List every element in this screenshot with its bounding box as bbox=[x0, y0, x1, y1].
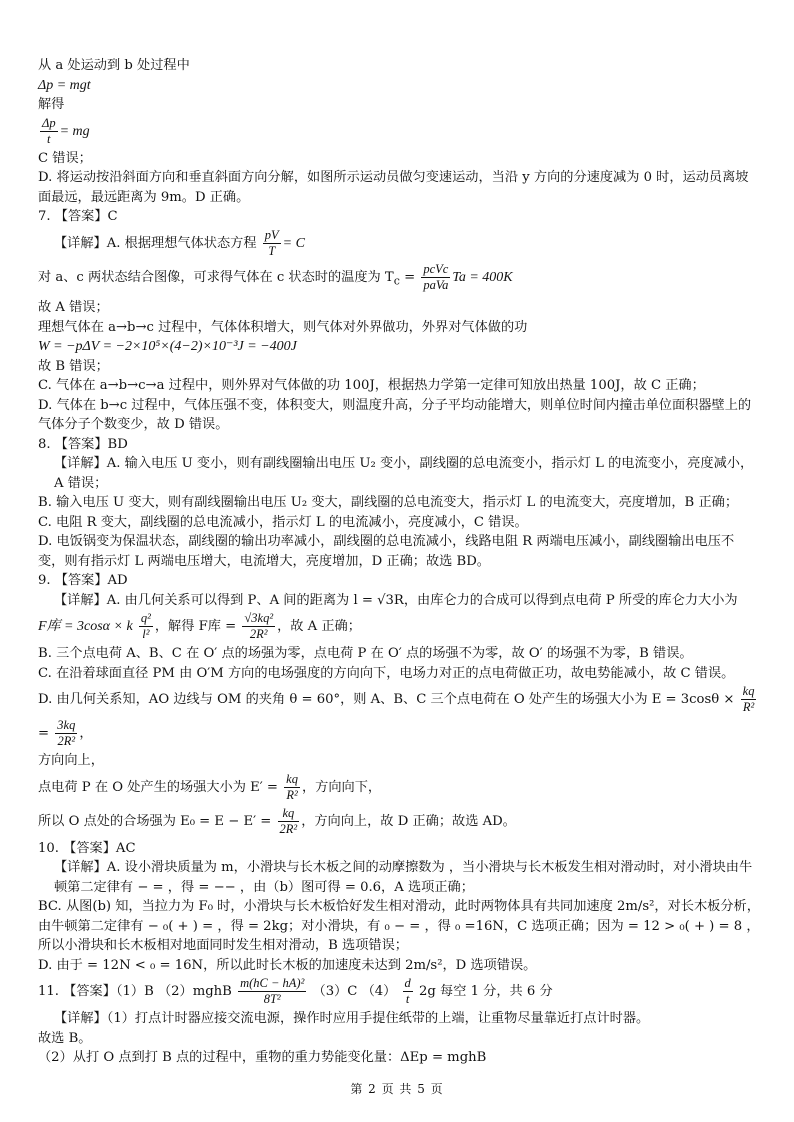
text-line: 点电荷 P 在 O 处产生的场强大小为 E′ = $\frac{kq}{\text{R²}}$ ，方向向下， bbox=[38, 771, 382, 802]
fraction: $\frac{\text{q²}}{\text{l²}}$ bbox=[140, 611, 151, 642]
fraction: $\frac{kq}{\text{R²}}$ bbox=[286, 771, 298, 802]
text-line: 【详解】A. 输入电压 U 变小，则有副线圈输出电压 U₂ 变小，副线圈的总电流变小，指示灯 L 的电流变小，亮度减小，A 错误； bbox=[54, 456, 754, 491]
formula-line: W = −pΔV = −2×10⁵×(4−2)×10⁻³J = −400J bbox=[38, 339, 297, 355]
text-line: C 错误； bbox=[38, 150, 92, 166]
fraction: $\frac{\text{√3kq²}}{\text{2R²}}$ bbox=[244, 611, 274, 642]
fraction: $\frac{d}{t}$ bbox=[404, 976, 411, 1007]
text-line: 对 a、c 两状态结合图像，可求得气体在 c 状态时的温度为 $T_c$ = $\frac{\text{pcVc}}{\text{paVa}}$ Ta = 400K bbox=[38, 261, 513, 292]
text-line: D. 由几何关系知，AO 边线与 OM 的夹角 θ = 60°，则 A、B、C 三个点电荷在 O 处产生的场强大小为 E = 3cosθ × $\frac{kq}{\text{R²}}$ = $\frac{3kq}{\text{2R²}}$ ， bbox=[38, 684, 755, 749]
fraction: $\frac{3kq}{\text{2R²}}$ bbox=[57, 718, 76, 749]
answer-heading: 9. 【答案】AD bbox=[38, 573, 128, 589]
fraction: $\frac{kq}{\text{R²}}$ bbox=[742, 684, 755, 715]
text-line: 方向向上， bbox=[38, 753, 104, 769]
text-line: 【详解】A. 设小滑块质量为 m，小滑块与长木板之间的动摩擦数为 ，当小滑块与长木板发生相对滑动时，对小滑块由牛顿第二定律有 − = ，得 = −− ，由（b）图可得 = 0.6，A 选项正确； bbox=[54, 860, 753, 895]
fraction: $\frac{\text{pcVc}}{\text{paVa}}$ bbox=[423, 261, 449, 292]
text-line: BC. 从图(b) 知，当拉力为 F₀ 时，小滑块与长木板恰好发生相对滑动，此时两物体具有共同加速度 2m/s²，对长木板分析，由牛顿第二定律有 − ₀( + ) = ，得 = 2kg；对小滑块，有 ₀ − = ，得 ₀ =16N，C 选项正确；因为 = 12 > ₀( + ) = 8 ，所以小滑块和长木板相对地面同时发生相对滑动，B 选项错误； bbox=[38, 899, 760, 954]
text-line: D. 将运动按沿斜面方向和垂直斜面方向分解，如图所示运动员做匀变速运动，当沿 y 方向的分速度减为 0 时，运动员离坡面最远，最远距离为 9m。D 正确。 bbox=[38, 170, 749, 205]
formula-line: $\frac{\Delta p}{t}$ = mg bbox=[42, 115, 90, 146]
text-line: 【详解】A. 根据理想气体状态方程 $\frac{pV}{T}$ = C bbox=[54, 227, 305, 258]
text-line: D. 由于 = 12N < ₀ = 16N，所以此时长木板的加速度未达到 2m/s²，D 选项错误。 bbox=[38, 957, 537, 973]
answer-heading: 11. 【答案】（1）B （2）mghB $\frac{\text{m(hC − hA)²}}{\text{8T²}}$ （3）C （4） $\frac{d}{t}$ 2g 每空 1 分，共 6 分 bbox=[38, 976, 553, 1007]
answer-heading: 10. 【答案】AC bbox=[38, 840, 136, 856]
text-line: D. 气体在 b→c 过程中，气体压强不变，体积变大，则温度升高，分子平均动能增大，则单位时间内撞击单位面积器壁上的气体分子个数变少，故 D 错误。 bbox=[38, 397, 752, 433]
fraction: $\frac{pV}{T}$ bbox=[264, 227, 279, 258]
fraction: $\frac{kq}{\text{2R²}}$ bbox=[279, 805, 298, 836]
text-line: 【详解】A. 由几何关系可以得到 P、A 间的距离为 l = √3R，由库仑力的合成可以得到点电荷 P 所受的库仑力大小为 bbox=[54, 592, 738, 608]
text-line: B. 三个点电荷 A、B、C 在 O′ 点的场强为零，点电荷 P 在 O′ 点的场强不为零，故 O′ 的场强不为零，B 错误。 bbox=[38, 646, 693, 662]
answer-heading: 8. 【答案】BD bbox=[38, 436, 128, 452]
text-line: C. 气体在 a→b→c→a 过程中，则外界对气体做的功 100J，根据热力学第一定律可知放出热量 100J，故 C 正确； bbox=[38, 378, 705, 394]
answer-heading: 7. 【答案】C bbox=[38, 209, 118, 224]
formula-line: Δp = mgt bbox=[38, 77, 91, 93]
text-line: （2）从打 O 点到打 B 点的过程中，重物的重力势能变化量：ΔEp = mghB bbox=[38, 1050, 487, 1066]
text-line: C. 电阻 R 变大，副线圈的总电流减小，指示灯 L 的电流减小，亮度减小，C 错误。 bbox=[38, 514, 528, 530]
fraction: $\frac{\Delta p}{t}$ bbox=[42, 115, 56, 146]
text-line: 理想气体在 a→b→c 过程中，气体体积增大，则气体对外界做功，外界对气体做的功 bbox=[38, 319, 528, 335]
text-line: 从 a 处运动到 b 处过程中 bbox=[38, 58, 190, 73]
text-line: 故 B 错误； bbox=[38, 358, 109, 374]
text-line: 【详解】（1）打点计时器应接交流电源，操作时应用手提住纸带的上端，让重物尽量靠近打点计时器。 bbox=[54, 1011, 650, 1027]
text-line: B. 输入电压 U 变大，则有副线圈输出电压 U₂ 变大，副线圈的总电流变大，指示灯 L 的电流变大，亮度增加，B 正确； bbox=[38, 495, 739, 511]
document-page bbox=[38, 56, 760, 1068]
text-line: D. 电饭锅变为保温状态，副线圈的输出功率减小，副线圈的总电流减小，线路电阻 R 两端电压减小，副线圈输出电压不变，则有指示灯 L 两端电压增大，电流增大，亮度增加，D 正确；故选 BD。 bbox=[38, 534, 735, 569]
text-line: 解得 bbox=[38, 97, 65, 112]
formula-line: F库 = 3cosα × k $\frac{\text{q²}}{\text{l²}}$ ，解得 F库 = $\frac{\text{√3kq²}}{\text{2R²}}$ ，故 A 正确； bbox=[38, 611, 361, 642]
text-line: 故 A 错误； bbox=[38, 300, 109, 316]
text-line: 所以 O 点处的合场强为 E₀ = E − E′ = $\frac{kq}{\text{2R²}}$ ，方向向上，故 D 正确；故选 AD。 bbox=[38, 805, 516, 836]
text-line: C. 在沿着球面直径 PM 由 O′M 方向的电场强度的方向向下，电场力对正的点电荷做正功，故电势能减小，故 C 错误。 bbox=[38, 665, 735, 681]
text-line: 故选 B。 bbox=[38, 1030, 92, 1046]
page-footer: 第 2 页 共 5 页 bbox=[350, 1082, 444, 1096]
fraction: $\frac{\text{m(hC − hA)²}}{\text{8T²}}$ bbox=[240, 976, 305, 1007]
